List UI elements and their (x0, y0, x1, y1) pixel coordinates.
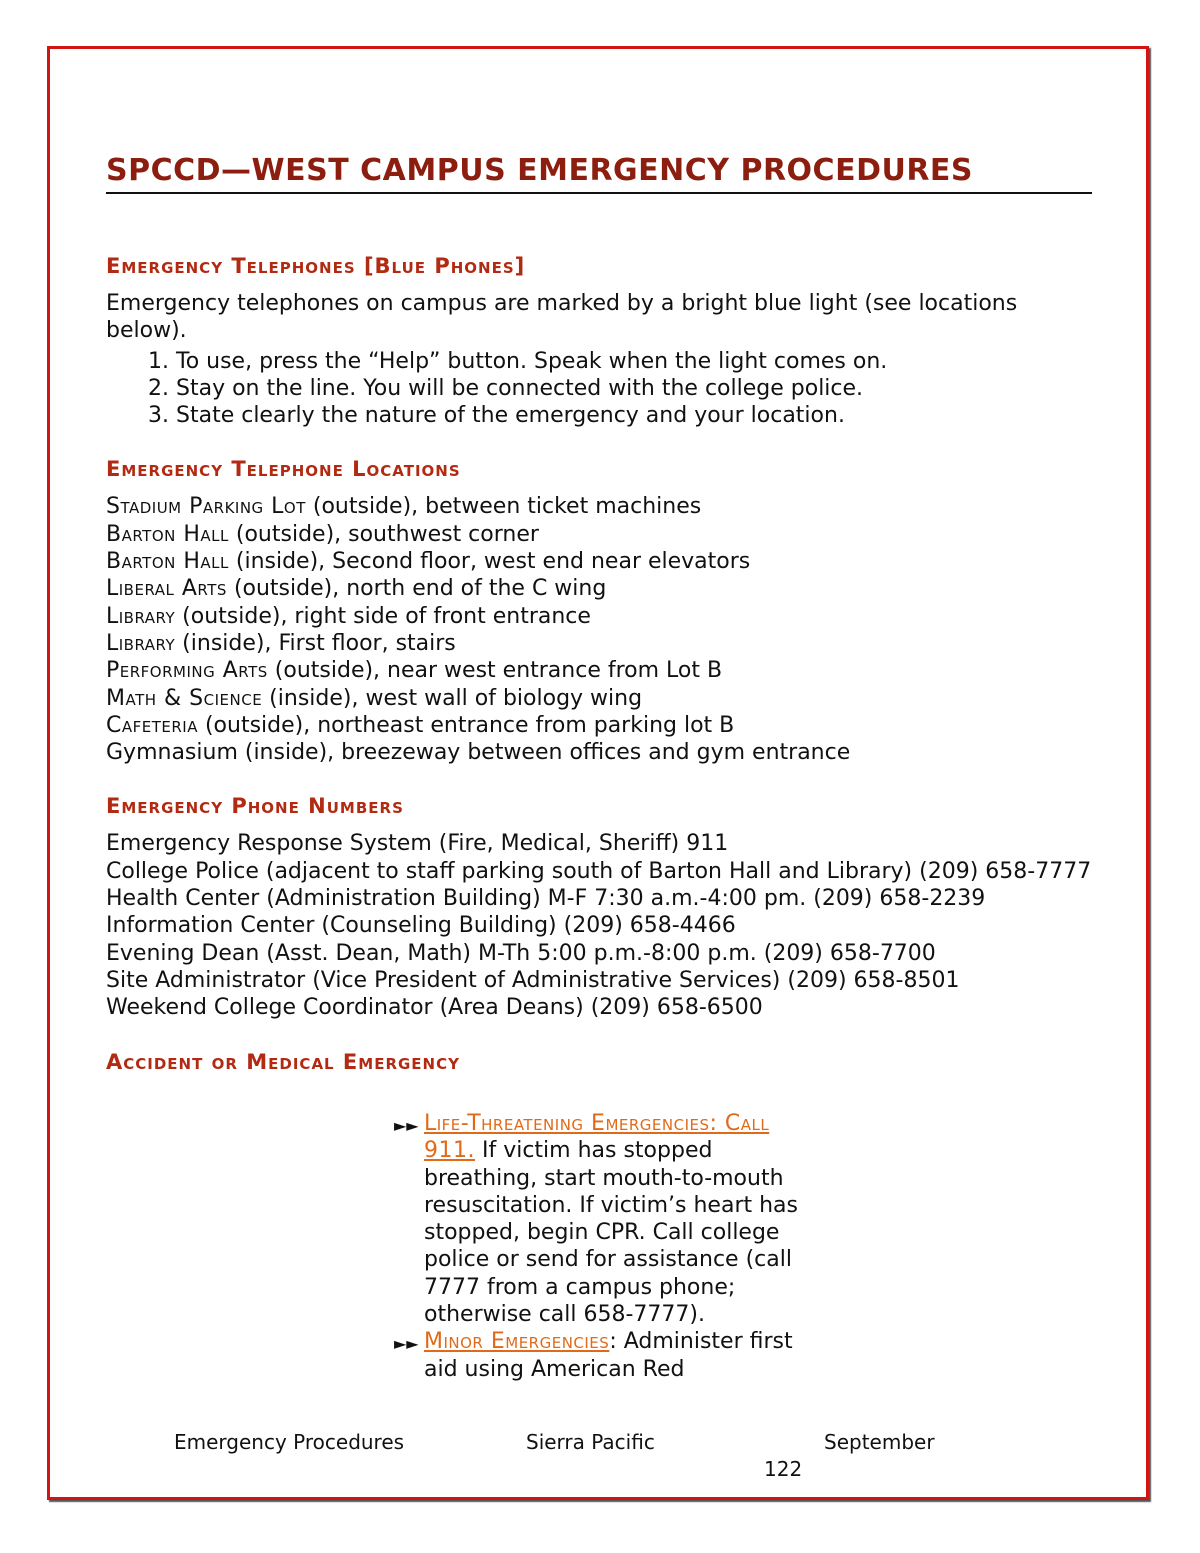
page-number: 122 (764, 1457, 803, 1481)
list-item: 3. State clearly the nature of the emergency and your location. (176, 402, 1092, 429)
locations-list (106, 493, 1092, 766)
page-title: SPCCD—WEST CAMPUS EMERGENCY PROCEDURES (106, 150, 1092, 194)
list-item: 1. To use, press the “Help” button. Speak when the light comes on. (176, 348, 1092, 375)
life-threatening-link[interactable]: Life-Threatening Emergencies: Call 911. (424, 1111, 770, 1164)
list-item: Information Center (Counseling Building) (209) 658-4466 (106, 913, 736, 939)
list-item: Emergency Response System (Fire, Medical, Sheriff) 911 (106, 831, 729, 857)
list-item: Site Administrator (Vice President of Administrative Services) (209) 658-8501 (106, 967, 960, 993)
list-item: Cafeteria (outside), northeast entrance from parking lot B (106, 712, 735, 738)
section-heading-locations: Emergency Telephone Locations (106, 457, 461, 482)
list-item: College Police (adjacent to staff parking south of Barton Hall and Library) (209) 658-7777 (106, 858, 1092, 884)
footer-right: September (824, 1430, 935, 1454)
telephone-steps-list (106, 348, 1092, 430)
minor-emergencies-link[interactable]: Minor Emergencies (424, 1329, 610, 1355)
phone-numbers-list (106, 830, 1092, 1021)
list-item: Library (inside), First floor, stairs (106, 630, 456, 656)
list-item: Stadium Parking Lot (outside), between ticket machines (106, 494, 702, 520)
list-item: Library (outside), right side of front entrance (106, 603, 591, 629)
footer-left: Emergency Procedures (174, 1430, 405, 1454)
list-item: Weekend College Coordinator (Area Deans) (209) 658-6500 (106, 995, 763, 1021)
telephones-intro: Emergency telephones on campus are marked by a bright blue light (see locations below). (106, 291, 1018, 344)
list-item: ►► Minor Emergencies: Administer first aid using American Red (394, 1329, 793, 1382)
list-item: Gymnasium (inside), breezeway between offices and gym entrance (106, 740, 851, 766)
document-body (106, 150, 1092, 1076)
list-item: 2. Stay on the line. You will be connected with the college police. (176, 375, 1092, 402)
list-item: Barton Hall (inside), Second floor, west end near elevators (106, 549, 751, 575)
section-heading-telephones: Emergency Telephones [Blue Phones] (106, 254, 526, 278)
list-item: Performing Arts (outside), near west entrance from Lot B (106, 658, 723, 684)
list-item: Barton Hall (outside), southwest corner (106, 521, 539, 547)
accident-bullets (394, 1110, 824, 1383)
section-heading-accident: Accident or Medical Emergency (106, 1049, 460, 1074)
list-item: Liberal Arts (outside), north end of the C wing (106, 576, 607, 602)
list-item: Evening Dean (Asst. Dean, Math) M-Th 5:00 p.m.-8:00 p.m. (209) 658-7700 (106, 940, 936, 966)
footer-center: Sierra Pacific (526, 1430, 655, 1454)
list-item: Math & Science (inside), west wall of biology wing (106, 685, 643, 711)
double-arrow-icon: ►► (394, 1116, 419, 1135)
list-item: Health Center (Administration Building) M-F 7:30 a.m.-4:00 pm. (209) 658-2239 (106, 886, 986, 912)
list-item: ►► Life-Threatening Emergencies: Call 911. If victim has stopped breathing, start mouth-to-mouth resuscitation. If victim’s heart has stopped, begin CPR. Call college police or send for assistance (call 7777 from a campus phone; otherwise call 658-7777). (394, 1111, 798, 1328)
double-arrow-icon: ►► (394, 1334, 419, 1354)
section-heading-phone-numbers: Emergency Phone Numbers (106, 794, 404, 819)
